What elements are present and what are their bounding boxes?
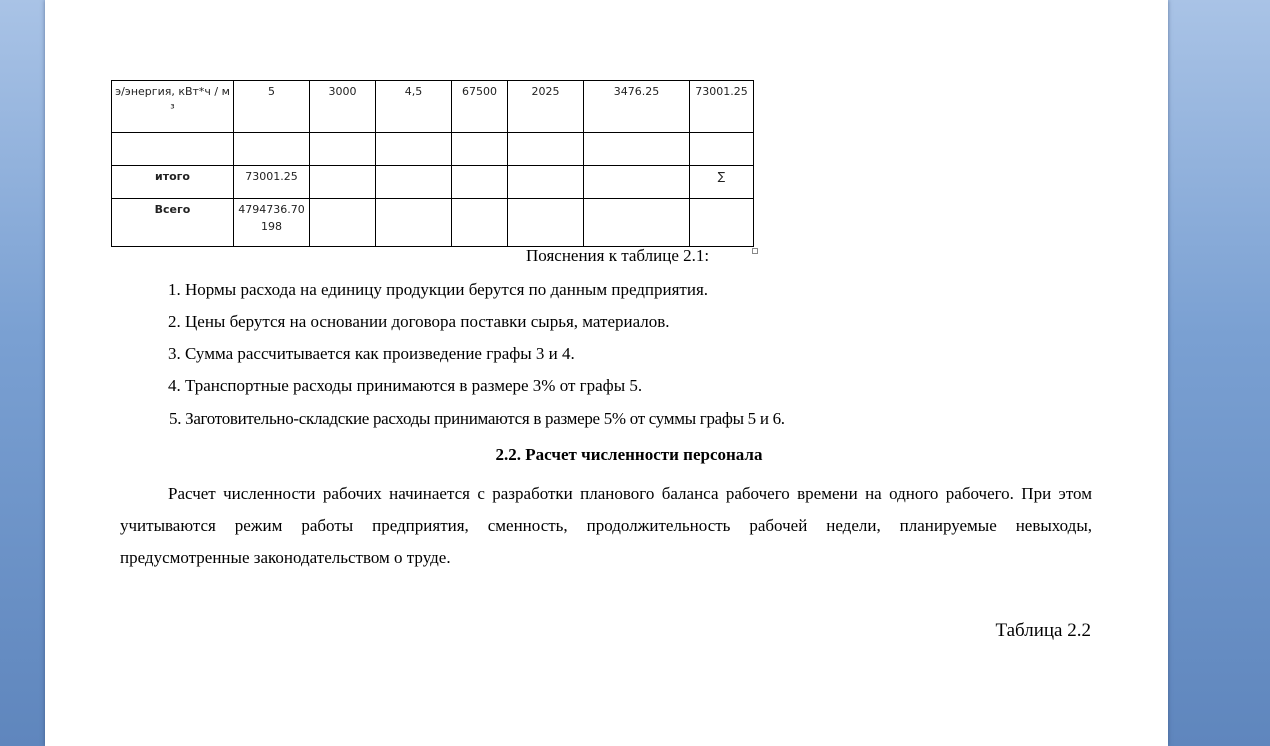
- table-cell[interactable]: [584, 166, 690, 199]
- table-2-1[interactable]: [111, 80, 754, 247]
- table-cell[interactable]: [584, 199, 690, 247]
- table-cell[interactable]: 5: [234, 81, 310, 133]
- table-resize-handle[interactable]: [752, 248, 758, 254]
- table-cell[interactable]: 2025: [508, 81, 584, 133]
- table-row: [112, 133, 754, 166]
- table-cell[interactable]: [452, 199, 508, 247]
- table-cell[interactable]: 4,5: [376, 81, 452, 133]
- table-cell[interactable]: 3000: [310, 81, 376, 133]
- table-cell[interactable]: [452, 166, 508, 199]
- note-item: 1. Нормы расхода на единицу продукции берутся по данным предприятия.: [168, 280, 709, 299]
- table-cell[interactable]: [452, 133, 508, 166]
- table-cell[interactable]: [112, 133, 234, 166]
- table-cell[interactable]: [376, 166, 452, 199]
- table-cell-total-label[interactable]: итого: [112, 166, 234, 199]
- table-row: [112, 199, 754, 247]
- table-cell[interactable]: 3476.25: [584, 81, 690, 133]
- table-cell[interactable]: [690, 199, 754, 247]
- table-cell[interactable]: [690, 133, 754, 166]
- table-row: [112, 81, 754, 133]
- table-cell[interactable]: 73001.25: [234, 166, 310, 199]
- table-cell[interactable]: [234, 133, 310, 166]
- table-cell[interactable]: [508, 199, 584, 247]
- table-cell[interactable]: [376, 199, 452, 247]
- table-cell[interactable]: [508, 166, 584, 199]
- notes-title: Пояснения к таблице 2.1:: [526, 246, 710, 265]
- note-item: 5. Заготовительно-складские расходы принимаются в размере 5% от суммы графы 5 и 6.: [169, 409, 785, 428]
- table-cell[interactable]: 73001.25: [690, 81, 754, 133]
- table-cell[interactable]: [310, 199, 376, 247]
- table-cell[interactable]: [310, 166, 376, 199]
- table-cell[interactable]: 4794736.70198: [234, 199, 310, 247]
- table-cell[interactable]: [376, 133, 452, 166]
- table-cell-grand-total-label[interactable]: Всего: [112, 199, 234, 247]
- note-item: 2. Цены берутся на основании договора поставки сырья, материалов.: [168, 312, 670, 331]
- section-heading: 2.2. Расчет численности персонала: [495, 445, 763, 464]
- table-caption: Таблица 2.2: [995, 620, 1091, 641]
- table-cell[interactable]: [584, 133, 690, 166]
- table-row: [112, 166, 754, 199]
- body-paragraph: Расчет численности рабочих начинается с разработки планового баланса рабочего времени на одного рабочего. При этом учитываются режим работы предприятия, сменность, продолжительность рабочей недели, планируемые невыходы, предусмотренные законодательством о труде.: [120, 484, 1092, 567]
- note-item: 4. Транспортные расходы принимаются в размере 3% от графы 5.: [168, 376, 643, 395]
- table-cell-sum-symbol[interactable]: ∑: [690, 166, 754, 199]
- table-cell[interactable]: [508, 133, 584, 166]
- table-cell[interactable]: [310, 133, 376, 166]
- note-item: 3. Сумма рассчитывается как произведение графы 3 и 4.: [168, 344, 575, 363]
- document-page[interactable]: [45, 0, 1168, 746]
- table-cell[interactable]: 67500: [452, 81, 508, 133]
- table-cell[interactable]: э/энергия, кВт*ч / м³: [112, 81, 234, 133]
